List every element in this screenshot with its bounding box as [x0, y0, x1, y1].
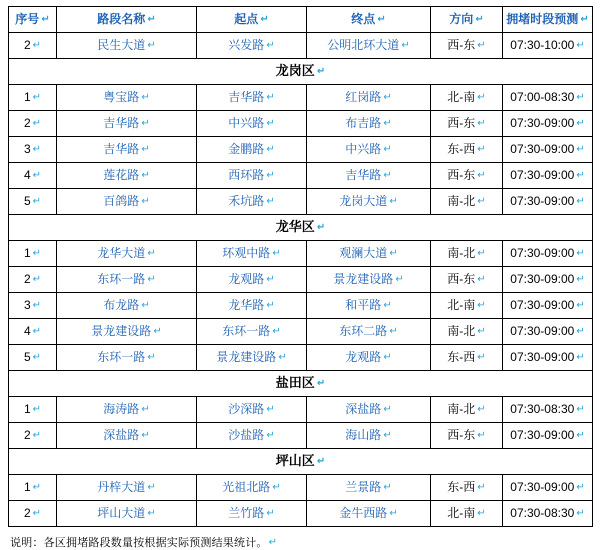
- paragraph-mark-icon: ↵: [477, 91, 486, 103]
- paragraph-mark-icon: ↵: [576, 91, 585, 103]
- paragraph-mark-icon: ↵: [477, 351, 486, 363]
- cell-road: 吉华路 ↵: [57, 111, 197, 137]
- cell-end: 和平路 ↵: [307, 293, 431, 319]
- paragraph-mark-icon: ↵: [316, 455, 326, 467]
- table-row: [9, 163, 593, 189]
- table-row: [9, 85, 593, 111]
- paragraph-mark-icon: ↵: [383, 169, 392, 181]
- cell-no: 2 ↵: [9, 33, 57, 59]
- cell-direction: 西-东 ↵: [431, 267, 503, 293]
- cell-road: 粤宝路 ↵: [57, 85, 197, 111]
- cell-start: 沙盐路 ↵: [197, 423, 307, 449]
- section-header-row: [9, 371, 593, 397]
- paragraph-mark-icon: ↵: [147, 273, 156, 285]
- paragraph-mark-icon: ↵: [576, 403, 585, 415]
- paragraph-mark-icon: ↵: [383, 429, 392, 441]
- paragraph-mark-icon: ↵: [147, 247, 156, 259]
- cell-start: 兰竹路 ↵: [197, 501, 307, 527]
- cell-end: 红岗路 ↵: [307, 85, 431, 111]
- traffic-forecast-table: [8, 6, 593, 527]
- cell-end: 龙观路 ↵: [307, 345, 431, 371]
- cell-direction: 南-北 ↵: [431, 397, 503, 423]
- paragraph-mark-icon: ↵: [389, 325, 398, 337]
- paragraph-mark-icon: ↵: [576, 299, 585, 311]
- cell-time: 07:30-09:00 ↵: [503, 345, 593, 371]
- cell-road: 莲花路 ↵: [57, 163, 197, 189]
- table-row: [9, 111, 593, 137]
- paragraph-mark-icon: ↵: [32, 351, 42, 363]
- paragraph-mark-icon: ↵: [32, 273, 42, 285]
- cell-direction: 南-北 ↵: [431, 241, 503, 267]
- paragraph-mark-icon: ↵: [266, 195, 275, 207]
- paragraph-mark-icon: ↵: [383, 351, 392, 363]
- cell-time: 07:30-09:00 ↵: [503, 293, 593, 319]
- cell-end: 公明北环大道 ↵: [307, 33, 431, 59]
- header-cell-end: 终点 ↵: [307, 7, 431, 33]
- cell-road: 坪山大道 ↵: [57, 501, 197, 527]
- paragraph-mark-icon: ↵: [272, 481, 281, 493]
- paragraph-mark-icon: ↵: [266, 39, 275, 51]
- paragraph-mark-icon: ↵: [141, 169, 150, 181]
- paragraph-mark-icon: ↵: [316, 65, 326, 77]
- cell-end: 观澜大道 ↵: [307, 241, 431, 267]
- section-header-row: [9, 59, 593, 85]
- cell-time: 07:30-08:30 ↵: [503, 501, 593, 527]
- cell-road: 民生大道 ↵: [57, 33, 197, 59]
- cell-no: 3 ↵: [9, 137, 57, 163]
- cell-start: 沙深路 ↵: [197, 397, 307, 423]
- cell-direction: 南-北 ↵: [431, 319, 503, 345]
- paragraph-mark-icon: ↵: [32, 143, 42, 155]
- paragraph-mark-icon: ↵: [383, 143, 392, 155]
- paragraph-mark-icon: ↵: [266, 91, 275, 103]
- paragraph-mark-icon: ↵: [576, 169, 585, 181]
- cell-no: 2 ↵: [9, 267, 57, 293]
- cell-start: 西环路 ↵: [197, 163, 307, 189]
- table-row: [9, 475, 593, 501]
- paragraph-mark-icon: ↵: [316, 377, 326, 389]
- cell-time: 07:30-08:30 ↵: [503, 397, 593, 423]
- cell-no: 1 ↵: [9, 475, 57, 501]
- paragraph-mark-icon: ↵: [32, 403, 42, 415]
- cell-direction: 西-东 ↵: [431, 33, 503, 59]
- paragraph-mark-icon: ↵: [576, 273, 585, 285]
- header-cell-time: 拥堵时段预测 ↵: [503, 7, 593, 33]
- header-row: [9, 7, 593, 33]
- table-row: [9, 397, 593, 423]
- table-row: [9, 293, 593, 319]
- paragraph-mark-icon: ↵: [32, 169, 42, 181]
- table-row: [9, 345, 593, 371]
- paragraph-mark-icon: ↵: [576, 117, 585, 129]
- paragraph-mark-icon: ↵: [266, 273, 275, 285]
- paragraph-mark-icon: ↵: [32, 91, 42, 103]
- paragraph-mark-icon: ↵: [383, 403, 392, 415]
- paragraph-mark-icon: ↵: [576, 429, 585, 441]
- table-row: [9, 267, 593, 293]
- paragraph-mark-icon: ↵: [147, 13, 156, 25]
- cell-road: 百鸽路 ↵: [57, 189, 197, 215]
- cell-direction: 北-南 ↵: [431, 501, 503, 527]
- paragraph-mark-icon: ↵: [477, 273, 486, 285]
- cell-time: 07:30-09:00 ↵: [503, 423, 593, 449]
- cell-direction: 北-南 ↵: [431, 293, 503, 319]
- cell-direction: 南-北 ↵: [431, 189, 503, 215]
- cell-time: 07:00-08:30 ↵: [503, 85, 593, 111]
- cell-road: 海涛路 ↵: [57, 397, 197, 423]
- cell-start: 中兴路 ↵: [197, 111, 307, 137]
- cell-no: 2 ↵: [9, 111, 57, 137]
- paragraph-mark-icon: ↵: [272, 325, 281, 337]
- paragraph-mark-icon: ↵: [141, 143, 150, 155]
- paragraph-mark-icon: ↵: [32, 117, 42, 129]
- paragraph-mark-icon: ↵: [266, 507, 275, 519]
- paragraph-mark-icon: ↵: [477, 325, 486, 337]
- cell-road: 东环一路 ↵: [57, 345, 197, 371]
- cell-no: 1 ↵: [9, 397, 57, 423]
- paragraph-mark-icon: ↵: [266, 429, 275, 441]
- table-body: [9, 33, 593, 527]
- cell-no: 1 ↵: [9, 241, 57, 267]
- paragraph-mark-icon: ↵: [266, 117, 275, 129]
- cell-direction: 东-西 ↵: [431, 137, 503, 163]
- cell-no: 5 ↵: [9, 345, 57, 371]
- paragraph-mark-icon: ↵: [141, 429, 150, 441]
- cell-start: 禾坑路 ↵: [197, 189, 307, 215]
- paragraph-mark-icon: ↵: [383, 117, 392, 129]
- cell-time: 07:30-09:00 ↵: [503, 111, 593, 137]
- paragraph-mark-icon: ↵: [141, 403, 150, 415]
- header-cell-road: 路段名称 ↵: [57, 7, 197, 33]
- paragraph-mark-icon: ↵: [576, 351, 585, 363]
- cell-road: 东环一路 ↵: [57, 267, 197, 293]
- paragraph-mark-icon: ↵: [477, 507, 486, 519]
- cell-road: 深盐路 ↵: [57, 423, 197, 449]
- paragraph-mark-icon: ↵: [377, 13, 386, 25]
- paragraph-mark-icon: ↵: [477, 247, 486, 259]
- table-row: [9, 241, 593, 267]
- paragraph-mark-icon: ↵: [576, 507, 585, 519]
- cell-end: 深盐路 ↵: [307, 397, 431, 423]
- cell-start: 吉华路 ↵: [197, 85, 307, 111]
- cell-direction: 北-南 ↵: [431, 85, 503, 111]
- table-row: [9, 423, 593, 449]
- header-cell-direction: 方向 ↵: [431, 7, 503, 33]
- paragraph-mark-icon: ↵: [477, 429, 486, 441]
- cell-time: 07:30-09:00 ↵: [503, 163, 593, 189]
- paragraph-mark-icon: ↵: [141, 91, 150, 103]
- paragraph-mark-icon: ↵: [389, 195, 398, 207]
- paragraph-mark-icon: ↵: [316, 221, 326, 233]
- section-header-row: [9, 215, 593, 241]
- cell-end: 吉华路 ↵: [307, 163, 431, 189]
- cell-direction: 西-东 ↵: [431, 111, 503, 137]
- paragraph-mark-icon: ↵: [32, 247, 42, 259]
- paragraph-mark-icon: ↵: [32, 299, 42, 311]
- paragraph-mark-icon: ↵: [41, 13, 50, 25]
- paragraph-mark-icon: ↵: [401, 39, 410, 51]
- cell-end: 布吉路 ↵: [307, 111, 431, 137]
- section-title: 龙华区 ↵: [9, 215, 593, 241]
- cell-start: 龙华路 ↵: [197, 293, 307, 319]
- cell-start: 兴发路 ↵: [197, 33, 307, 59]
- cell-start: 光祖北路 ↵: [197, 475, 307, 501]
- cell-end: 兰景路 ↵: [307, 475, 431, 501]
- cell-start: 金鹏路 ↵: [197, 137, 307, 163]
- paragraph-mark-icon: ↵: [389, 247, 398, 259]
- cell-end: 景龙建设路 ↵: [307, 267, 431, 293]
- cell-start: 龙观路 ↵: [197, 267, 307, 293]
- paragraph-mark-icon: ↵: [266, 169, 275, 181]
- paragraph-mark-icon: ↵: [147, 507, 156, 519]
- table-row: [9, 319, 593, 345]
- cell-time: 07:30-09:00 ↵: [503, 319, 593, 345]
- cell-end: 龙岗大道 ↵: [307, 189, 431, 215]
- header-cell-start: 起点 ↵: [197, 7, 307, 33]
- cell-time: 07:30-09:00 ↵: [503, 137, 593, 163]
- table-header: [9, 7, 593, 33]
- cell-start: 东环一路 ↵: [197, 319, 307, 345]
- paragraph-mark-icon: ↵: [477, 481, 486, 493]
- cell-time: 07:30-09:00 ↵: [503, 267, 593, 293]
- cell-start: 环观中路 ↵: [197, 241, 307, 267]
- paragraph-mark-icon: ↵: [266, 299, 275, 311]
- paragraph-mark-icon: ↵: [383, 91, 392, 103]
- cell-direction: 西-东 ↵: [431, 423, 503, 449]
- cell-end: 中兴路 ↵: [307, 137, 431, 163]
- cell-start: 景龙建设路 ↵: [197, 345, 307, 371]
- cell-no: 5 ↵: [9, 189, 57, 215]
- paragraph-mark-icon: ↵: [477, 403, 486, 415]
- cell-time: 07:30-09:00 ↵: [503, 189, 593, 215]
- cell-end: 东环二路 ↵: [307, 319, 431, 345]
- section-title: 龙岗区 ↵: [9, 59, 593, 85]
- paragraph-mark-icon: ↵: [395, 273, 404, 285]
- cell-road: 丹梓大道 ↵: [57, 475, 197, 501]
- paragraph-mark-icon: ↵: [576, 247, 585, 259]
- cell-no: 2 ↵: [9, 423, 57, 449]
- paragraph-mark-icon: ↵: [576, 39, 585, 51]
- paragraph-mark-icon: ↵: [266, 143, 275, 155]
- paragraph-mark-icon: ↵: [383, 481, 392, 493]
- cell-no: 4 ↵: [9, 319, 57, 345]
- cell-road: 布龙路 ↵: [57, 293, 197, 319]
- section-title: 坪山区 ↵: [9, 449, 593, 475]
- section-title: 盐田区 ↵: [9, 371, 593, 397]
- paragraph-mark-icon: ↵: [266, 403, 275, 415]
- paragraph-mark-icon: ↵: [389, 507, 398, 519]
- table-row: [9, 189, 593, 215]
- paragraph-mark-icon: ↵: [477, 299, 486, 311]
- cell-time: 07:30-09:00 ↵: [503, 241, 593, 267]
- paragraph-mark-icon: ↵: [576, 481, 585, 493]
- paragraph-mark-icon: ↵: [153, 325, 162, 337]
- paragraph-mark-icon: ↵: [278, 351, 287, 363]
- paragraph-mark-icon: ↵: [477, 195, 486, 207]
- cell-no: 2 ↵: [9, 501, 57, 527]
- header-cell-no: 序号 ↵: [9, 7, 57, 33]
- table-note: 说明：各区拥堵路段数量按根据实际预测结果统计。↵: [10, 537, 278, 549]
- paragraph-mark-icon: ↵: [383, 299, 392, 311]
- cell-end: 金牛西路 ↵: [307, 501, 431, 527]
- paragraph-mark-icon: ↵: [147, 481, 156, 493]
- paragraph-mark-icon: ↵: [475, 13, 484, 25]
- paragraph-mark-icon: ↵: [147, 351, 156, 363]
- cell-time: 07:30-10:00 ↵: [503, 33, 593, 59]
- paragraph-mark-icon: ↵: [141, 117, 150, 129]
- paragraph-mark-icon: ↵: [576, 195, 585, 207]
- paragraph-mark-icon: ↵: [141, 195, 150, 207]
- paragraph-mark-icon: ↵: [268, 537, 278, 548]
- cell-direction: 东-西 ↵: [431, 475, 503, 501]
- cell-time: 07:30-09:00 ↵: [503, 475, 593, 501]
- paragraph-mark-icon: ↵: [477, 117, 486, 129]
- paragraph-mark-icon: ↵: [272, 247, 281, 259]
- cell-road: 吉华路 ↵: [57, 137, 197, 163]
- table-row: [9, 137, 593, 163]
- cell-direction: 东-西 ↵: [431, 345, 503, 371]
- paragraph-mark-icon: ↵: [580, 13, 589, 25]
- table-row: [9, 33, 593, 59]
- cell-no: 3 ↵: [9, 293, 57, 319]
- paragraph-mark-icon: ↵: [32, 481, 42, 493]
- paragraph-mark-icon: ↵: [576, 325, 585, 337]
- paragraph-mark-icon: ↵: [141, 299, 150, 311]
- paragraph-mark-icon: ↵: [32, 429, 42, 441]
- cell-road: 景龙建设路 ↵: [57, 319, 197, 345]
- paragraph-mark-icon: ↵: [260, 13, 269, 25]
- cell-road: 龙华大道 ↵: [57, 241, 197, 267]
- paragraph-mark-icon: ↵: [32, 39, 42, 51]
- paragraph-mark-icon: ↵: [147, 39, 156, 51]
- cell-no: 1 ↵: [9, 85, 57, 111]
- paragraph-mark-icon: ↵: [32, 325, 42, 337]
- paragraph-mark-icon: ↵: [32, 507, 42, 519]
- paragraph-mark-icon: ↵: [477, 143, 486, 155]
- paragraph-mark-icon: ↵: [32, 195, 42, 207]
- cell-end: 海山路 ↵: [307, 423, 431, 449]
- cell-direction: 西-东 ↵: [431, 163, 503, 189]
- paragraph-mark-icon: ↵: [477, 169, 486, 181]
- cell-no: 4 ↵: [9, 163, 57, 189]
- table-row: [9, 501, 593, 527]
- paragraph-mark-icon: ↵: [576, 143, 585, 155]
- paragraph-mark-icon: ↵: [477, 39, 486, 51]
